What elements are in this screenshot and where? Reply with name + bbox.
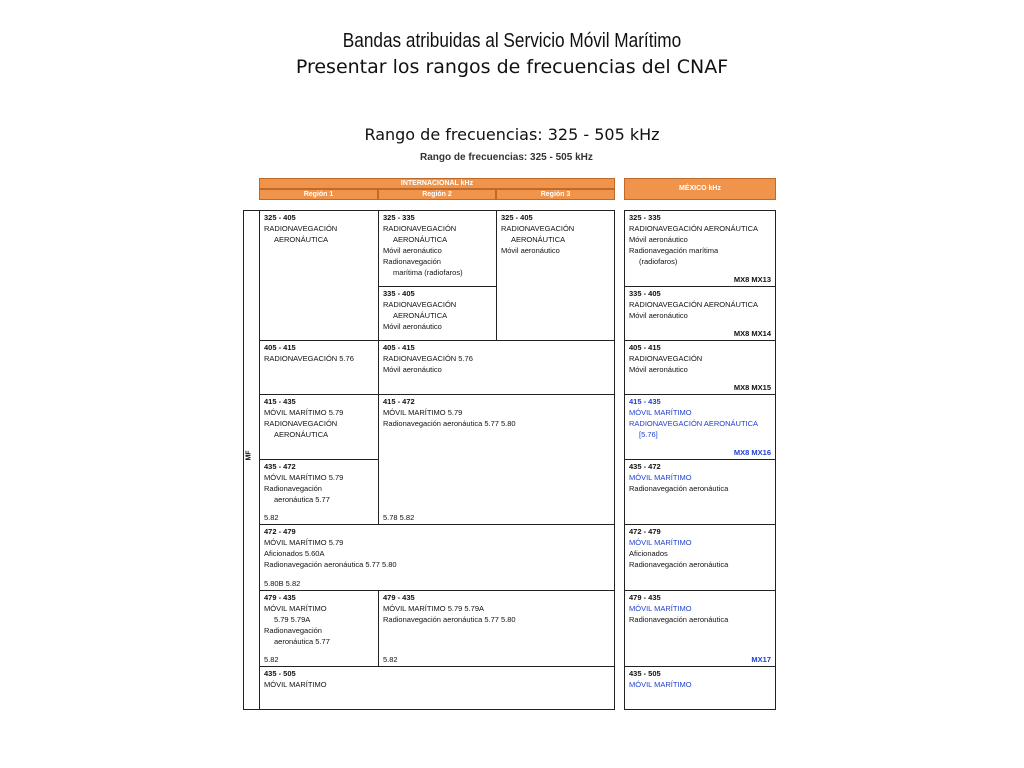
frequency-range-heading: Rango de frecuencias: 325 - 505 kHz — [364, 125, 660, 144]
range: 435 - 505 — [264, 669, 296, 678]
service: [5.76] — [639, 430, 658, 439]
range: 415 - 435 — [629, 397, 661, 406]
service: MÓVIL MARÍTIMO 5.79 — [264, 408, 344, 417]
service: Móvil aeronáutico — [383, 246, 442, 255]
header-region-3-label: Región 3 — [540, 191, 571, 198]
service: MÓVIL MARÍTIMO 5.79 — [264, 538, 344, 547]
service: Radionavegación aeronáutica 5.77 5.80 — [383, 615, 516, 624]
footnote: 5.82 — [264, 655, 279, 664]
range: 325 - 335 — [383, 213, 415, 222]
r1-cell-415-435 — [259, 394, 379, 460]
service: RADIONAVEGACIÓN 5.76 — [383, 354, 473, 363]
r2-cell-405-415 — [378, 340, 615, 395]
service: Radionavegación marítima — [629, 246, 719, 255]
range: 405 - 415 — [383, 343, 415, 352]
service: Radionavegación aeronáutica — [629, 615, 729, 624]
service: RADIONAVEGACIÓN — [383, 224, 457, 233]
mx-cell-435-472 — [624, 459, 776, 525]
table-caption: Rango de frecuencias: 325 - 505 kHz — [420, 152, 593, 163]
service: aeronáutica 5.77 — [274, 495, 330, 504]
service: Móvil aeronáutico — [629, 235, 688, 244]
header-mexico — [624, 178, 776, 200]
range: 415 - 435 — [264, 397, 296, 406]
service: Radionavegación aeronáutica — [629, 560, 729, 569]
range: 479 - 435 — [264, 593, 296, 602]
r2-cell-479-435 — [378, 590, 615, 667]
r1-cell-479-435 — [259, 590, 379, 667]
mx-cell-472-479 — [624, 524, 776, 591]
mx-cell-415-435 — [624, 394, 776, 460]
service: RADIONAVEGACIÓN AERONÁUTICA — [629, 224, 759, 233]
header-region-1 — [259, 189, 378, 200]
range: 325 - 335 — [629, 213, 661, 222]
footnote: 5.82 — [264, 513, 279, 522]
mx-footnote: MX17 — [751, 655, 771, 664]
range: 479 - 435 — [383, 593, 415, 602]
mx-cell-479-435 — [624, 590, 776, 667]
service: Aficionados 5.60A — [264, 549, 325, 558]
mx-footnote: MX8 MX16 — [733, 448, 771, 457]
header-internacional-label: INTERNACIONAL kHz — [400, 180, 474, 187]
range: 472 - 479 — [629, 527, 661, 536]
header-region-2-label: Región 2 — [422, 191, 452, 198]
service: RADIONAVEGACIÓN — [383, 300, 457, 309]
service: AERONÁUTICA — [274, 430, 329, 439]
service: Radionavegación aeronáutica — [629, 484, 729, 493]
service: Móvil aeronáutico — [629, 311, 688, 320]
service: MÓVIL MARÍTIMO — [264, 680, 327, 689]
service: aeronáutica 5.77 — [274, 637, 330, 646]
service: MÓVIL MARÍTIMO — [629, 604, 692, 613]
r1-cell-435-472 — [259, 459, 379, 525]
mx-footnote: MX8 MX14 — [733, 329, 771, 338]
range: 335 - 405 — [629, 289, 661, 298]
mf-band-label: MF — [245, 450, 253, 461]
footnote: 5.80B 5.82 — [264, 579, 301, 588]
mx-footnote: MX8 MX13 — [733, 275, 771, 284]
service: Radionavegación — [264, 484, 322, 493]
service: RADIONAVEGACIÓN AERONÁUTICA — [629, 300, 759, 309]
range: 435 - 472 — [264, 462, 296, 471]
service: AERONÁUTICA — [511, 235, 566, 244]
range: 435 - 505 — [629, 669, 661, 678]
r3-cell-325-405 — [496, 210, 615, 341]
range: 325 - 405 — [264, 213, 296, 222]
service: RADIONAVEGACIÓN — [264, 224, 338, 233]
service: 5.79 5.79A — [274, 615, 311, 624]
service: Radionavegación aeronáutica 5.77 5.80 — [383, 419, 516, 428]
mx-cell-405-415 — [624, 340, 776, 395]
r2-cell-335-405 — [378, 286, 497, 341]
header-region-3 — [496, 189, 615, 200]
range: 405 - 415 — [629, 343, 661, 352]
all-regions-cell-472-479 — [259, 524, 615, 591]
service: Radionavegación — [383, 257, 441, 266]
mx-footnote: MX8 MX15 — [733, 383, 771, 392]
range: 325 - 405 — [501, 213, 533, 222]
service: MÓVIL MARÍTIMO — [629, 408, 692, 417]
header-region-2 — [378, 189, 496, 200]
service: MÓVIL MARÍTIMO — [264, 604, 327, 613]
mx-cell-325-335 — [624, 210, 776, 287]
r1-cell-325-405 — [259, 210, 379, 341]
service: RADIONAVEGACIÓN AERONÁUTICA — [629, 419, 759, 428]
service: RADIONAVEGACIÓN — [264, 419, 338, 428]
service: Radionavegación aeronáutica 5.77 5.80 — [264, 560, 397, 569]
range: 415 - 472 — [383, 397, 415, 406]
service: Móvil aeronáutico — [629, 365, 688, 374]
range: 472 - 479 — [264, 527, 296, 536]
all-regions-cell-435-505 — [259, 666, 615, 710]
service: AERONÁUTICA — [393, 235, 448, 244]
slide-subtitle: Presentar los rangos de frecuencias del CNAF — [295, 56, 729, 78]
range: 405 - 415 — [264, 343, 296, 352]
service: marítima (radiofaros) — [393, 268, 463, 277]
r1-cell-405-415 — [259, 340, 379, 395]
service: RADIONAVEGACIÓN — [629, 354, 703, 363]
service: Móvil aeronáutico — [383, 365, 442, 374]
service: Móvil aeronáutico — [501, 246, 560, 255]
service: RADIONAVEGACIÓN 5.76 — [264, 354, 354, 363]
footnote: 5.78 5.82 — [383, 513, 415, 522]
range: 479 - 435 — [629, 593, 661, 602]
footnote: 5.82 — [383, 655, 398, 664]
service: AERONÁUTICA — [274, 235, 329, 244]
slide-title: Bandas atribuidas al Servicio Móvil Marítimo — [342, 30, 682, 52]
service: MÓVIL MARÍTIMO — [629, 473, 692, 482]
range: 435 - 472 — [629, 462, 661, 471]
service: Aficionados — [629, 549, 668, 558]
service: (radiofaros) — [639, 257, 678, 266]
range: 335 - 405 — [383, 289, 415, 298]
service: MÓVIL MARÍTIMO 5.79 — [383, 408, 463, 417]
mx-cell-435-505 — [624, 666, 776, 710]
service: MÓVIL MARÍTIMO — [629, 538, 692, 547]
r2-cell-325-335 — [378, 210, 497, 287]
header-region-1-label: Región 1 — [303, 191, 334, 198]
r2-cell-415-472 — [378, 394, 615, 525]
service: Móvil aeronáutico — [383, 322, 442, 331]
service: MÓVIL MARÍTIMO 5.79 — [264, 473, 344, 482]
header-internacional — [259, 178, 615, 189]
header-mexico-label: MÉXICO kHz — [678, 185, 721, 192]
service: MÓVIL MARÍTIMO — [629, 680, 692, 689]
mx-cell-335-405 — [624, 286, 776, 341]
service: RADIONAVEGACIÓN — [501, 224, 575, 233]
service: Radionavegación — [264, 626, 322, 635]
service: MÓVIL MARÍTIMO 5.79 5.79A — [383, 604, 485, 613]
service: AERONÁUTICA — [393, 311, 448, 320]
